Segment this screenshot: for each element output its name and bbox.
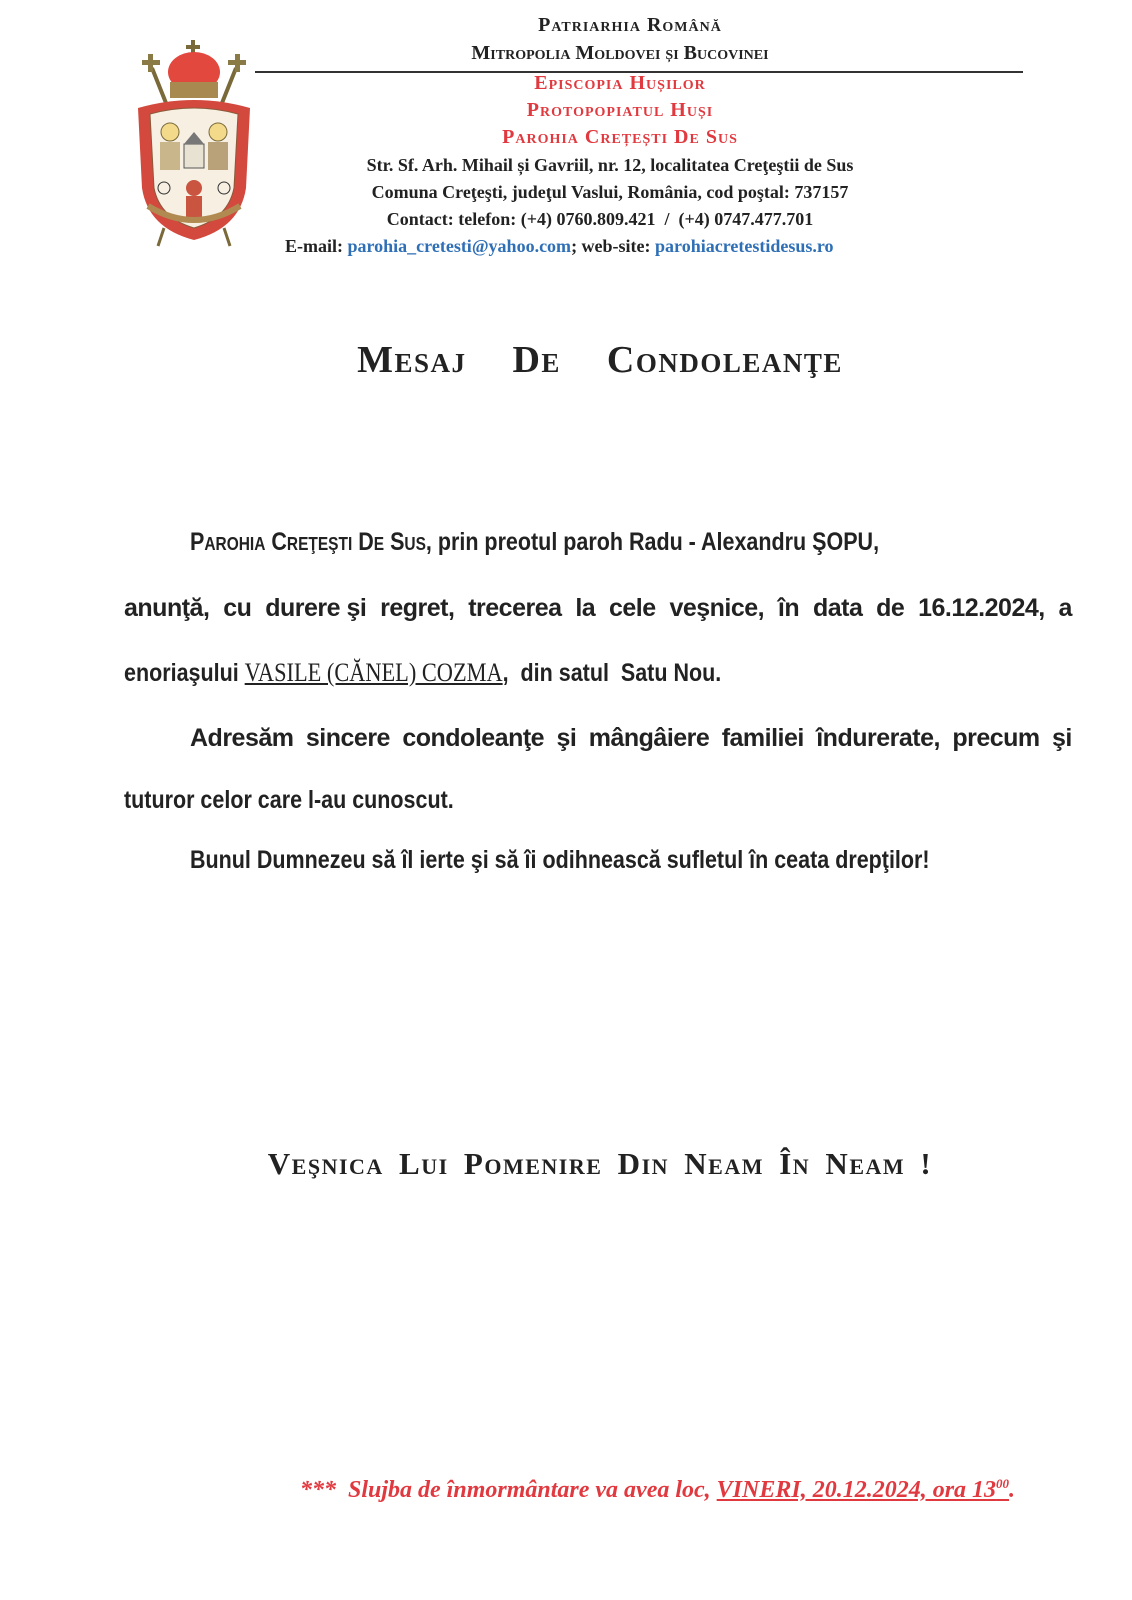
priest-statement: , prin preotul paroh Radu - Alexandru ŞOPU, [425, 528, 880, 556]
parish-name: Parohia Crețești De Sus [502, 126, 738, 148]
paragraph-1 [190, 528, 1132, 557]
word: Adresăm [190, 724, 294, 752]
stars: *** [300, 1477, 336, 1503]
address-line-2: Comuna Creţeşti, judeţul Vaslui, România, cod poştal: 737157 [371, 182, 849, 202]
word: sincere [305, 724, 390, 752]
deanery-name: Protopopiatul Huși [526, 99, 714, 121]
coat-of-arms-icon [128, 38, 260, 250]
word: de [876, 594, 905, 622]
village-info: , din satul Satu Nou. [502, 659, 722, 687]
word: anunţă, [124, 594, 210, 622]
word: regret, [380, 594, 455, 622]
word: trecerea [468, 594, 562, 622]
metropolis-name: Mitropolia Moldovei și Bucovinei [471, 42, 769, 64]
email-label: E-mail: [285, 236, 343, 256]
funeral-notice [300, 1476, 1015, 1504]
email-link[interactable]: parohia_cretesti@yahoo.com [347, 236, 572, 256]
funeral-text: Slujba de înmormântare va avea loc, [348, 1477, 711, 1503]
paragraph-3-line [124, 658, 1124, 688]
word: precum [952, 724, 1040, 752]
diocese-name: Episcopia Hușilor [534, 72, 706, 94]
paragraph-5-line [124, 786, 724, 815]
word: la [575, 594, 596, 622]
word: în [777, 594, 800, 622]
document-title: Mesaj De Condoleanţe [357, 339, 843, 381]
paragraph-5-text: tuturor celor care l-au cunoscut. [124, 786, 454, 814]
word: şi [556, 724, 577, 752]
funeral-date: VINERI, 20.12.2024, ora 13 [716, 1477, 997, 1503]
funeral-date-time [717, 1477, 1009, 1503]
word: şi [1052, 724, 1072, 752]
word: condoleanţe [402, 724, 545, 752]
parish-reference: Parohia Creţeşti De Sus [190, 528, 426, 556]
patriarchate-name: Patriarhia Română [538, 14, 722, 36]
word: veşnice, [669, 594, 765, 622]
contact-phones: Contact: telefon: (+4) 0760.809.421 / (+4) 0747.477.701 [386, 209, 814, 229]
deceased-name: VASILE (CĂNEL) COZMA [244, 658, 503, 687]
word: a [1058, 594, 1072, 622]
paragraph-2-line [124, 594, 1072, 623]
word: 16.12.2024, [918, 594, 1045, 622]
word: cu [223, 594, 252, 622]
word: cele [608, 594, 656, 622]
paragraph-6-text: Bunul Dumnezeu să îl ierte şi să îi odihnească sufletul în ceata drepţilor! [190, 846, 930, 874]
funeral-time-minutes: 00 [996, 1476, 1010, 1491]
funeral-end: . [1009, 1477, 1016, 1503]
word: mângâiere [588, 724, 710, 752]
paragraph-6-line [190, 846, 1132, 875]
coat-of-arms-emblem [128, 38, 260, 250]
word: durere şi [265, 594, 367, 622]
closing-blessing: Veşnica Lui Pomenire Din Neam În Neam ! [267, 1146, 933, 1181]
paragraph-4-line [190, 724, 1072, 753]
parishioner-prefix: enoriaşului [124, 659, 245, 687]
contact-online [285, 236, 925, 257]
word: data [812, 594, 863, 622]
word: îndurerate, [816, 724, 940, 752]
word: familiei [721, 724, 804, 752]
website-label: ; web-site: [571, 236, 651, 256]
website-link[interactable]: parohiacretestidesus.ro [655, 236, 834, 256]
address-line-1: Str. Sf. Arh. Mihail și Gavriil, nr. 12, localitatea Creţeştii de Sus [366, 155, 854, 175]
